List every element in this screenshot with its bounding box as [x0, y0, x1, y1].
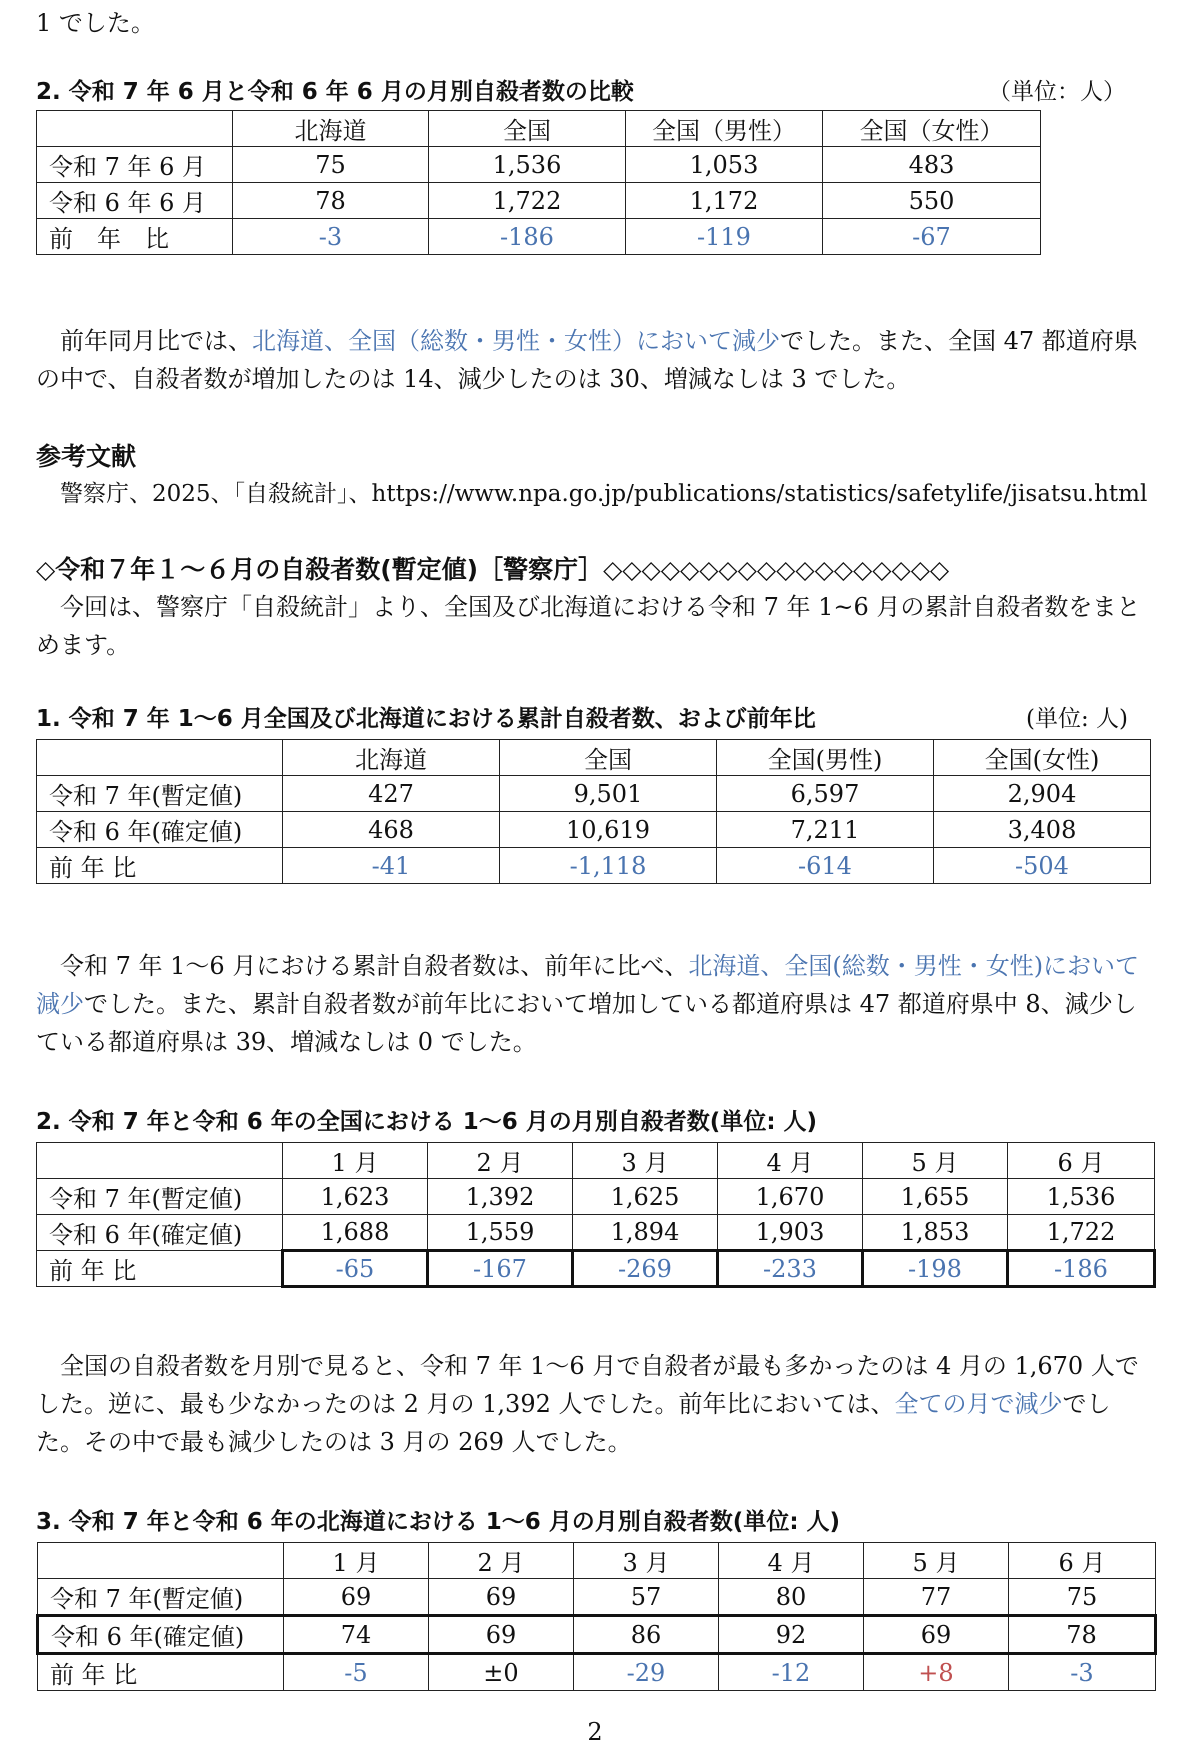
- table-cell: 57: [574, 1579, 719, 1616]
- table-cell: 2,904: [934, 776, 1151, 812]
- section-title-text: 3. 令和 7 年と令和 6 年の北海道における 1～6 月の月別自殺者数(単位: 人): [36, 1509, 841, 1535]
- table-header-row: [37, 111, 1041, 147]
- text-run: でした。その中で最も減少したのは 3 月の 269 人でした。: [36, 1390, 1111, 1456]
- row-label: 前 年 比: [37, 1251, 283, 1287]
- section-title-text: 2. 令和 7 年と令和 6 年の全国における 1～6 月の月別自殺者数(単位: 人): [36, 1109, 818, 1135]
- table-row-yoy: [37, 1251, 1155, 1287]
- yoy-cell: -167: [428, 1251, 573, 1287]
- header-cell: [37, 740, 283, 776]
- yoy-cell: +8: [864, 1654, 1009, 1691]
- row-label: 令和 6 年 6 月: [37, 183, 233, 219]
- article-heading: ◇令和７年１～６月の自殺者数(暫定値)［警察庁］◇◇◇◇◇◇◇◇◇◇◇◇◇◇◇◇◇◇: [36, 555, 950, 584]
- highlight-text: 北海道、全国（総数・男性・女性）において減少: [252, 327, 780, 355]
- section-2-paragraph: [36, 947, 1154, 1061]
- header-cell: [37, 111, 233, 147]
- table-row: [37, 1215, 1155, 1251]
- section-national-monthly: [36, 1106, 1154, 1288]
- table-cell: 74: [284, 1616, 429, 1654]
- section-cumulative: [36, 703, 1154, 884]
- text-run: でした。また、全国 47 都道府県の中で、自殺者数が増加したのは 14、減少したのは 30、増減なしは 3 でした。: [36, 327, 1138, 393]
- table-cell: 1,536: [1008, 1179, 1155, 1215]
- row-label: 前 年 比: [37, 219, 233, 255]
- header-cell: 全国(女性): [934, 740, 1151, 776]
- table-cell: 1,536: [429, 147, 626, 183]
- header-cell: 6 月: [1008, 1143, 1155, 1179]
- table-cell: 69: [864, 1616, 1009, 1654]
- table-cell: 468: [283, 812, 500, 848]
- table-cell: 69: [429, 1579, 574, 1616]
- table-cell: 86: [574, 1616, 719, 1654]
- header-cell: 5 月: [864, 1543, 1009, 1579]
- section-title: [36, 1106, 1154, 1138]
- section-title-text: 1. 令和 7 年 1～6 月全国及び北海道における累計自殺者数、および前年比: [36, 706, 816, 732]
- unit-label: （単位：人）: [988, 79, 1126, 105]
- header-cell: 5 月: [863, 1143, 1008, 1179]
- section-hokkaido-monthly: [36, 1506, 1154, 1691]
- yoy-cell: -198: [863, 1251, 1008, 1287]
- table-cell: 1,903: [718, 1215, 863, 1251]
- reference-entry: 警察庁、2025、「自殺統計」、https://www.npa.go.jp/publications/statistics/safetylife/jisatsu.html: [60, 481, 1148, 507]
- table-row: [37, 776, 1151, 812]
- body-paragraph: [36, 322, 1154, 398]
- article-header: [36, 552, 1154, 664]
- highlight-text: 北海道、全国(総数・男性・女性)において減少: [36, 952, 1140, 1018]
- header-cell: 北海道: [233, 111, 429, 147]
- table-row-yoy: [38, 1654, 1156, 1691]
- yoy-cell: -186: [429, 219, 626, 255]
- header-cell: 6 月: [1009, 1543, 1156, 1579]
- table-header-row: [37, 1143, 1155, 1179]
- header-cell: 全国: [500, 740, 717, 776]
- body-paragraph: [36, 947, 1154, 1061]
- body-paragraph: [36, 1347, 1154, 1461]
- table-row: [37, 183, 1041, 219]
- table-cell: 1,688: [283, 1215, 428, 1251]
- row-label: 前 年 比: [38, 1654, 284, 1691]
- yoy-cell: -67: [823, 219, 1041, 255]
- top-continuation-text: [36, 4, 1154, 42]
- text-run: 令和 7 年 1～6 月における累計自殺者数は、前年に比べ、: [60, 952, 689, 980]
- section-3-paragraph: [36, 1347, 1154, 1461]
- yoy-cell: -119: [626, 219, 823, 255]
- yoy-cell: -614: [717, 848, 934, 884]
- row-label: 令和 7 年 6 月: [37, 147, 233, 183]
- yoy-cell: -41: [283, 848, 500, 884]
- yoy-cell: -3: [1009, 1654, 1156, 1691]
- table-cell: 80: [719, 1579, 864, 1616]
- yoy-cell: -29: [574, 1654, 719, 1691]
- text-run: 全国の自殺者数を月別で見ると、令和 7 年 1～6 月で自殺者が最も多かったのは 4 月の 1,670 人でした。逆に、最も少なかったのは 2 月の 1,392 人でした。前年比においては、: [36, 1352, 1139, 1418]
- section-title: [36, 703, 1154, 735]
- table-row: [37, 812, 1151, 848]
- header-cell: 全国（男性）: [626, 111, 823, 147]
- table-cell: 1,655: [863, 1179, 1008, 1215]
- header-cell: 北海道: [283, 740, 500, 776]
- yoy-cell: -186: [1008, 1251, 1155, 1287]
- article-intro: 今回は、警察庁「自殺統計」より、全国及び北海道における令和 7 年 1~6 月の累計自殺者数をまとめます。: [36, 593, 1141, 659]
- text-run: でした。また、累計自殺者数が前年比において増加している都道府県は 47 都道府県中 8、減少している都道府県は 39、増減なしは 0 でした。: [36, 990, 1137, 1056]
- references-section: [36, 439, 1154, 513]
- table-cell: 69: [429, 1616, 574, 1654]
- header-cell: 全国: [429, 111, 626, 147]
- row-label: 令和 6 年(確定値): [37, 1215, 283, 1251]
- section-monthly-comparison: [36, 76, 1154, 255]
- table-cell: 9,501: [500, 776, 717, 812]
- references-heading: 参考文献: [36, 442, 137, 471]
- table-cell: 1,670: [718, 1179, 863, 1215]
- table-header-row: [38, 1543, 1156, 1579]
- page-number: 2: [587, 1718, 603, 1746]
- row-label: 令和 6 年(確定値): [38, 1616, 284, 1654]
- table-cell: 78: [233, 183, 429, 219]
- text-run: 前年同月比では、: [60, 327, 252, 355]
- row-label: 令和 7 年(暫定値): [38, 1579, 284, 1616]
- national-monthly-table: [36, 1142, 1156, 1288]
- row-label: 令和 7 年(暫定値): [37, 1179, 283, 1215]
- table-cell: 1,623: [283, 1179, 428, 1215]
- highlight-text: 全ての月で減少: [894, 1390, 1063, 1418]
- table-cell: 1,625: [573, 1179, 718, 1215]
- header-cell: [37, 1143, 283, 1179]
- row-label: 令和 7 年(暫定値): [37, 776, 283, 812]
- table-cell: 1,894: [573, 1215, 718, 1251]
- table-row: [38, 1616, 1156, 1654]
- yoy-cell: -504: [934, 848, 1151, 884]
- table-cell: 550: [823, 183, 1041, 219]
- table-cell: 10,619: [500, 812, 717, 848]
- section-1-paragraph: [36, 322, 1154, 398]
- continuation-line: 1 でした。: [36, 9, 155, 37]
- monthly-comparison-table: [36, 110, 1041, 255]
- table-cell: 6,597: [717, 776, 934, 812]
- table-row-yoy: [37, 848, 1151, 884]
- header-cell: 2 月: [429, 1543, 574, 1579]
- header-cell: 1 月: [283, 1143, 428, 1179]
- table-cell: 1,172: [626, 183, 823, 219]
- table-cell: 1,853: [863, 1215, 1008, 1251]
- table-cell: 1,392: [428, 1179, 573, 1215]
- table-cell: 92: [719, 1616, 864, 1654]
- table-cell: 77: [864, 1579, 1009, 1616]
- yoy-cell: -233: [718, 1251, 863, 1287]
- cumulative-table: [36, 739, 1151, 884]
- header-cell: 1 月: [284, 1543, 429, 1579]
- header-cell: 全国(男性): [717, 740, 934, 776]
- row-label: 令和 6 年(確定値): [37, 812, 283, 848]
- yoy-cell: -5: [284, 1654, 429, 1691]
- table-cell: 427: [283, 776, 500, 812]
- section-title-text: 2. 令和 7 年 6 月と令和 6 年 6 月の月別自殺者数の比較: [36, 79, 634, 105]
- table-cell: 1,722: [1008, 1215, 1155, 1251]
- header-cell: [38, 1543, 284, 1579]
- yoy-cell: -3: [233, 219, 429, 255]
- section-title: [36, 1506, 1154, 1538]
- header-cell: 4 月: [718, 1143, 863, 1179]
- table-row: [37, 147, 1041, 183]
- table-row-yoy: [37, 219, 1041, 255]
- table-cell: 3,408: [934, 812, 1151, 848]
- section-title: [36, 76, 1154, 108]
- table-cell: 78: [1009, 1616, 1156, 1654]
- table-row: [37, 1179, 1155, 1215]
- table-cell: 7,211: [717, 812, 934, 848]
- table-cell: 75: [233, 147, 429, 183]
- row-label: 前 年 比: [37, 848, 283, 884]
- header-cell: 3 月: [573, 1143, 718, 1179]
- header-cell: 3 月: [574, 1543, 719, 1579]
- table-row: [38, 1579, 1156, 1616]
- header-cell: 2 月: [428, 1143, 573, 1179]
- yoy-cell: -65: [283, 1251, 428, 1287]
- table-cell: 75: [1009, 1579, 1156, 1616]
- header-cell: 4 月: [719, 1543, 864, 1579]
- table-cell: 1,722: [429, 183, 626, 219]
- yoy-cell: -1,118: [500, 848, 717, 884]
- yoy-cell: -12: [719, 1654, 864, 1691]
- table-cell: 1,053: [626, 147, 823, 183]
- yoy-cell: ±0: [429, 1654, 574, 1691]
- hokkaido-monthly-table: [36, 1542, 1157, 1691]
- table-cell: 1,559: [428, 1215, 573, 1251]
- yoy-cell: -269: [573, 1251, 718, 1287]
- table-header-row: [37, 740, 1151, 776]
- table-cell: 483: [823, 147, 1041, 183]
- unit-label: (単位: 人): [1025, 706, 1128, 732]
- header-cell: 全国（女性）: [823, 111, 1041, 147]
- table-cell: 69: [284, 1579, 429, 1616]
